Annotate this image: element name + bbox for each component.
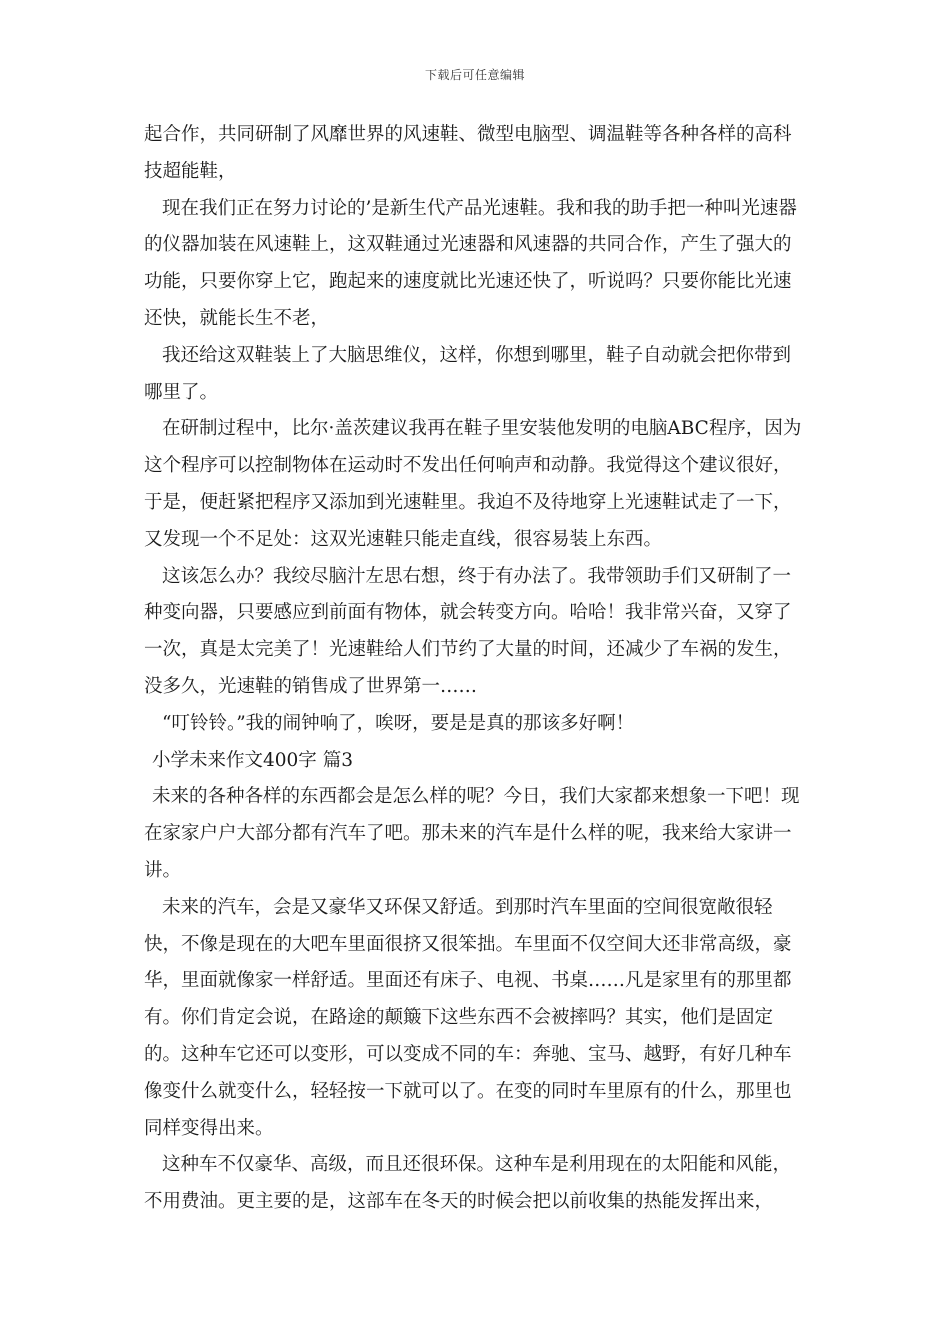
paragraph: 起合作，共同研制了风靡世界的风速鞋、微型电脑型、调温鞋等各种各样的高科技超能鞋，	[144, 124, 792, 182]
paragraph: 未来的汽车，会是又豪华又环保又舒适。到那时汽车里面的空间很宽敞很轻快，不像是现在的大吧车里面很挤又很笨拙。车里面不仅空间大还非常高级，豪华，里面就像家一样舒适。里面还有床子、电视、书桌……凡是家里有的那里都有。你们肯定会说，在路途的颠簸下这些东西不会被摔吗？其实，他们是固定的。这种车它还可以变形，可以变成不同的车：奔驰、宝马、越野，有好几种车像变什么就变什么，轻轻按一下就可以了。在变的同时车里原有的什么，那里也同样变得出来。	[144, 896, 792, 1139]
paragraph: 现在我们正在努力讨论的’是新生代产品光速鞋。我和我的助手把一种叫光速器的仪器加装在风速鞋上，这双鞋通过光速器和风速器的共同合作，产生了强大的功能，只要你穿上它，跑起来的速度就比光速还快了，听说吗？只要你能比光速还快，就能长生不老，	[144, 197, 797, 329]
paragraph: “叮铃铃。”我的闹钟响了，唉呀，要是是真的那该多好啊！	[162, 712, 635, 734]
paragraph: 在研制过程中，比尔·盖茨建议我再在鞋子里安装他发明的电脑ABC程序，因为这个程序可以控制物体在运动时不发出任何响声和动静。我觉得这个建议很好，于是，便赶紧把程序又添加到光速鞋里。我迫不及待地穿上光速鞋试走了一下，又发现一个不足处：这双光速鞋只能走直线，很容易装上东西。	[144, 418, 802, 550]
section-heading: 小学未来作文400字 篇3	[152, 749, 353, 771]
paragraph: 我还给这双鞋装上了大脑思维仪，这样，你想到哪里，鞋子自动就会把你带到哪里了。	[144, 344, 792, 403]
paragraph: 未来的各种各样的东西都会是怎么样的呢？今日，我们大家都来想象一下吧！现在家家户户大部分都有汽车了吧。那未来的汽车是什么样的呢，我来给大家讲一讲。	[144, 786, 800, 881]
paragraph: 这该怎么办？我绞尽脑汁左思右想，终于有办法了。我带领助手们又研制了一种变向器，只要感应到前面有物体，就会转变方向。哈哈！我非常兴奋，又穿了一次，真是太完美了！光速鞋给人们节约了大量的时间，还减少了车祸的发生，没多久，光速鞋的销售成了世界第一……	[144, 565, 792, 697]
page-header: 下载后可任意编辑	[424, 68, 525, 82]
paragraph: 这种车不仅豪华、高级，而且还很环保。这种车是利用现在的太阳能和风能，不用费油。更主要的是，这部车在冬天的时候会把以前收集的热能发挥出来，	[144, 1154, 792, 1213]
document-body	[144, 117, 808, 1221]
